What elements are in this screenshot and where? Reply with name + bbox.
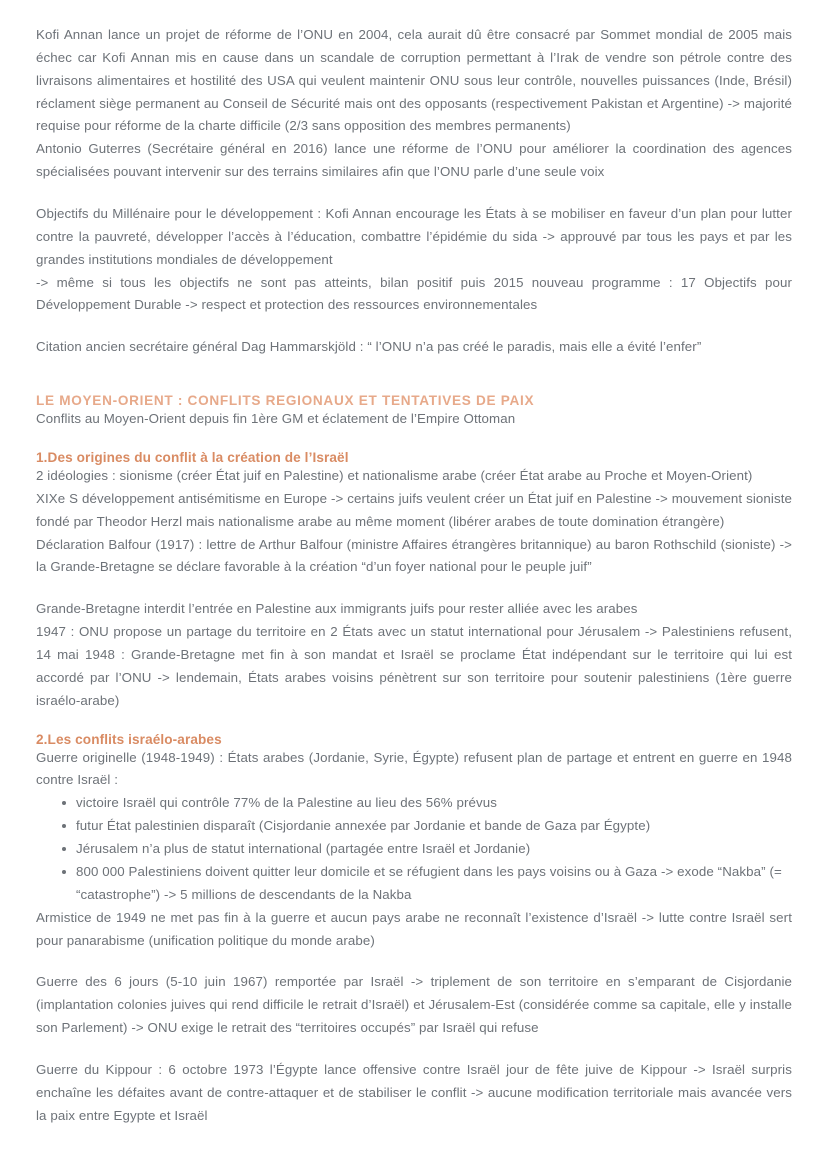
section-heading-middle-east: LE MOYEN-ORIENT : CONFLITS REGIONAUX ET TENTATIVES DE PAIX (36, 393, 535, 409)
paragraph-yom-kippour-war: Guerre du Kippour : 6 octobre 1973 l’Égypte lance offensive contre Israël jour de fête juive de Kippour -> Israël surpris enchaîne les défaites avant de contre-attaquer et de stabiliser le conflit -> aucune modification territoriale mais avancée vers la paix entre Egypte et Israël (36, 1061, 792, 1123)
paragraph-british-immigration-ban: Grande-Bretagne interdit l’entrée en Palestine aux immigrants juifs pour rester alliée avec les arabes (36, 601, 638, 617)
paragraph-citation-hammarskjold: Citation ancien secrétaire général Dag Hammarskjöld : “ l’ONU n’a pas créé le paradis, mais elle a évité l’enfer” (36, 339, 702, 355)
paragraph-antisemitism-zionism: XIXe S développement antisémitisme en Europe -> certains juifs veulent créer un État juif en Palestine -> mouvement sioniste fondé par Theodor Herzl mais nationalisme arabe au même moment (libérer arabes de toute domination étrangère) (36, 490, 792, 529)
paragraph-kofi-annan-reform: Kofi Annan lance un projet de réforme de l’ONU en 2004, cela aurait dû être consacré par Sommet mondial de 2005 mais échec car Kofi Annan mis en cause dans un scandale de corruption permettant à l’Irak de vendre son pétrole contre des livraisons alimentaires et hostilité des USA qui veulent maintenir ONU sous leur contrôle, nouvelles puissances (Inde, Brésil) réclament siège permanent au Conseil de Sécurité mais ont des opposants (respectivement Pakistan et Argentine) -> majorité requise pour réforme de la charte difficile (2/3 sans opposition des membres permanents) (36, 27, 792, 134)
paragraph-guterres-reform: Antonio Guterres (Secrétaire général en 2016) lance une réforme de l’ONU pour améliorer la coordination des agences spécialisées pouvant intervenir sur des terrains similaires afin que l’ONU parle d’une seule voix (36, 141, 792, 180)
spacer (36, 184, 792, 203)
bullet-list-war-outcomes (36, 792, 792, 906)
spacer (36, 713, 792, 732)
paragraph-section-intro: Conflits au Moyen-Orient depuis fin 1ère GM et éclatement de l’Empire Ottoman (36, 411, 516, 427)
list-item: 800 000 Palestiniens doivent quitter leur domicile et se réfugient dans les pays voisins ou à Gaza -> exode “Nakba” (= “catastrophe”) -> 5 millions de descendants de la Nakba (62, 861, 792, 907)
paragraph-armistice-1949: Armistice de 1949 ne met pas fin à la guerre et aucun pays arabe ne reconnaît l’existence d’Israël -> lutte contre Israël sert pour panarabisme (unification politique du monde arabe) (36, 909, 792, 948)
subsection-heading-arab-israeli-conflicts: 2.Les conflits israélo-arabes (36, 731, 222, 747)
paragraph-sustainable-goals: -> même si tous les objectifs ne sont pas atteints, bilan positif puis 2015 nouveau programme : 17 Objectifs pour Développement Durable -> respect et protection des ressources environnementales (36, 274, 792, 313)
spacer (36, 1040, 792, 1059)
subsection-heading-origins: 1.Des origines du conflit à la création de l’Israël (36, 450, 349, 466)
spacer (36, 359, 792, 393)
list-item: victoire Israël qui contrôle 77% de la Palestine au lieu des 56% prévus (62, 792, 792, 815)
paragraph-original-war: Guerre originelle (1948-1949) : États arabes (Jordanie, Syrie, Égypte) refusent plan de partage et entrent en guerre en 1948 contre Israël : (36, 749, 792, 788)
paragraph-two-ideologies: 2 idéologies : sionisme (créer État juif en Palestine) et nationalisme arabe (créer État arabe au Proche et Moyen-Orient) (36, 468, 753, 484)
spacer (36, 431, 792, 450)
spacer (36, 317, 792, 336)
spacer (36, 579, 792, 598)
paragraph-millennium-goals: Objectifs du Millénaire pour le développement : Kofi Annan encourage les États à se mobiliser en faveur d’un plan pour lutter contre la pauvreté, développer l’accès à l’éducation, combattre l’épidémie du sida -> approuvé par tous les pays et par les grandes institutions mondiales de développement (36, 206, 792, 267)
list-item: Jérusalem n’a plus de statut international (partagée entre Israël et Jordanie) (62, 838, 792, 861)
paragraph-six-day-war: Guerre des 6 jours (5-10 juin 1967) remportée par Israël -> triplement de son territoire en s’emparant de Cisjordanie (implantation colonies juives qui rend difficile le retrait d’Israël) et Jérusalem-Est (considérée comme sa capitale, elle y installe son Parlement) -> ONU exige le retrait des “territoires occupés” par Israël qui refuse (36, 974, 792, 1036)
paragraph-balfour-declaration: Déclaration Balfour (1917) : lettre de Arthur Balfour (ministre Affaires étrangères britannique) au baron Rothschild (sioniste) -> la Grande-Bretagne se déclare favorable à la création “d’un foyer national pour le peuple juif” (36, 536, 792, 575)
list-item: futur État palestinien disparaît (Cisjordanie annexée par Jordanie et bande de Gaza par Égypte) (62, 815, 792, 838)
spacer (36, 952, 792, 971)
paragraph-1947-partition-plan: 1947 : ONU propose un partage du territoire en 2 États avec un statut international pour Jérusalem -> Palestiniens refusent, 14 mai 1948 : Grande-Bretagne met fin à son mandat et Israël se proclame État indépendant sur le territoire qui lui est accordé par l’ONU -> lendemain, États arabes voisins pénètrent sur son territoire pour soutenir palestiniens (1ère guerre israélo-arabe) (36, 624, 792, 708)
